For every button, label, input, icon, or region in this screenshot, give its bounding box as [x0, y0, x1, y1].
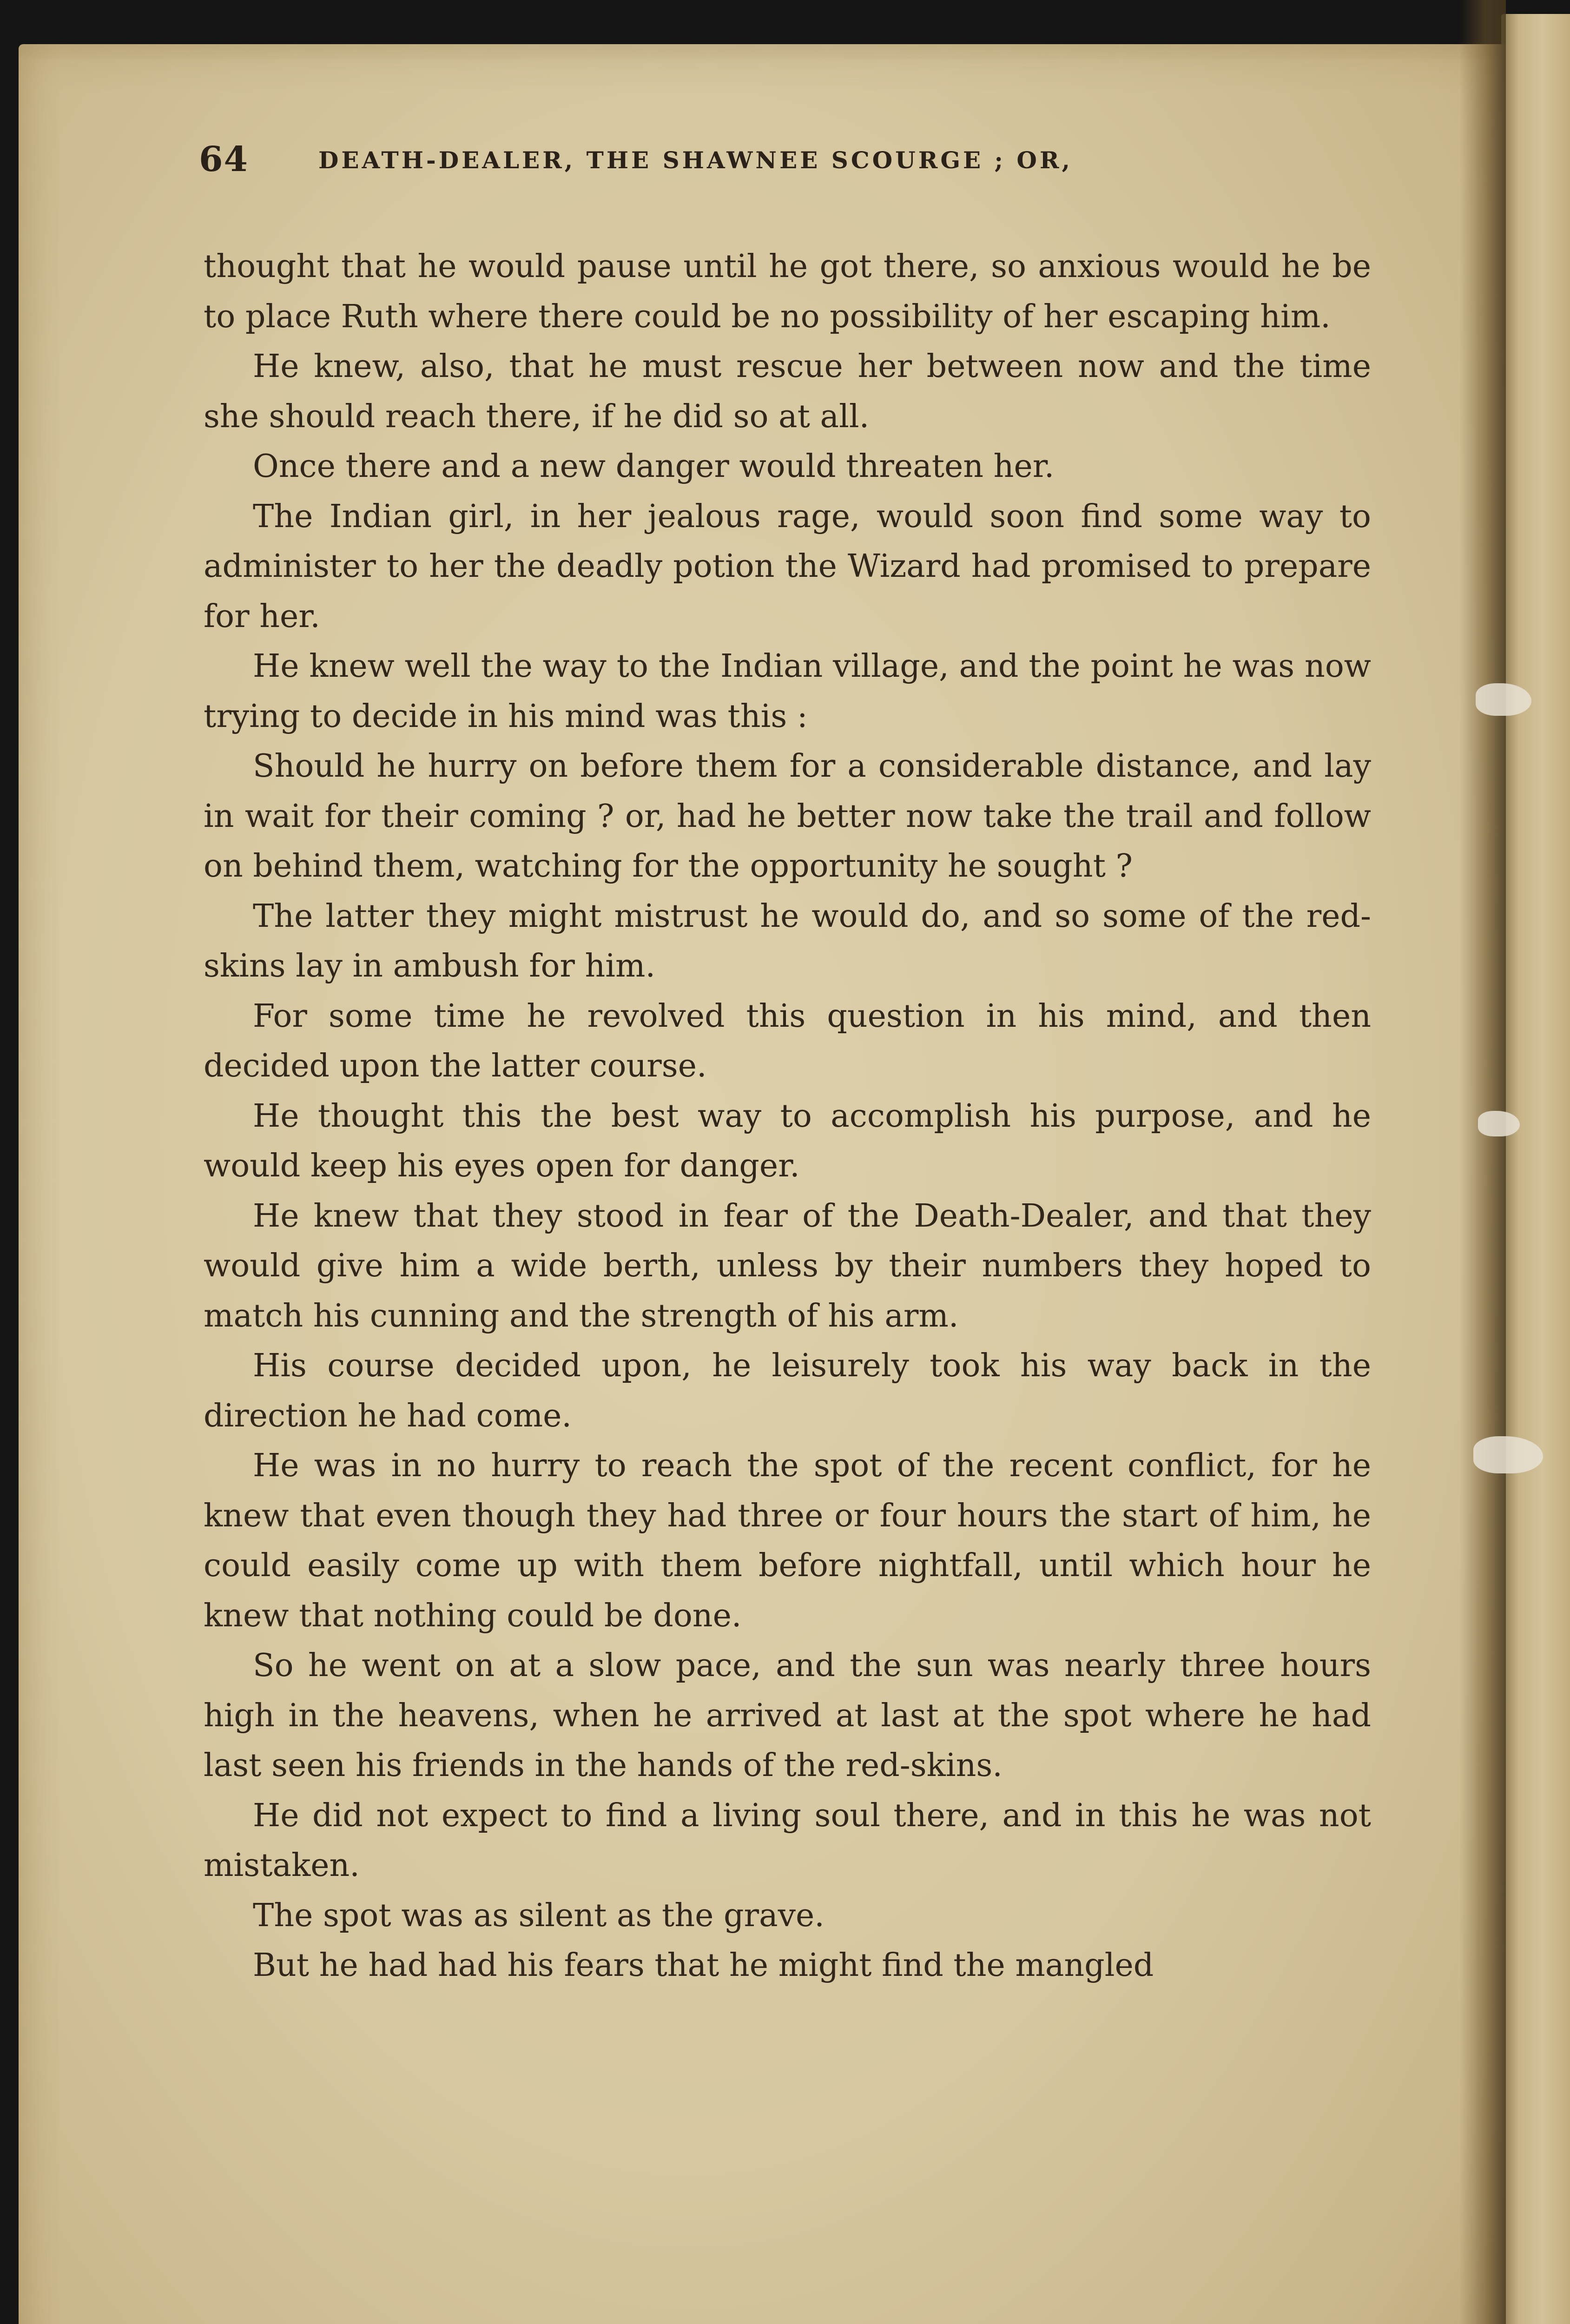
running-head	[199, 139, 1291, 179]
paragraph: The latter they might mistrust he would do, and so some of the red-skins lay in ambush for him.	[204, 898, 1371, 984]
paragraph: But he had had his fears that he might find the mangled	[253, 1947, 1154, 1984]
facing-page-edge	[1501, 14, 1570, 2324]
paragraph: He was in no hurry to reach the spot of the recent conflict, for he knew that even though they had three or four hours the start of him, he could easily come up with them before nightfall, until which hour he knew that nothing could be done.	[204, 1447, 1371, 1634]
paragraph: He knew well the way to the Indian village, and the point he was now trying to decide in his mind was this :	[204, 648, 1371, 735]
paragraph: Once there and a new danger would threaten her.	[253, 448, 1055, 485]
paragraph: Should he hurry on before them for a considerable distance, and lay in wait for their coming ? or, had he better now take the trail and follow on behind them, watching for the opportunity he sought ?	[204, 748, 1371, 885]
paragraph: His course decided upon, he leisurely took his way back in the direction he had come.	[204, 1347, 1371, 1434]
running-title: DEATH-DEALER, THE SHAWNEE SCOURGE ; OR,	[318, 146, 1073, 174]
paragraph: So he went on at a slow pace, and the sun was nearly three hours high in the heavens, when he arrived at last at the spot where he had last seen his friends in the hands of the red-skins.	[204, 1647, 1371, 1784]
paragraph: thought that he would pause until he got there, so anxious would he be to place Ruth where there could be no possibility of her escaping him.	[204, 248, 1371, 335]
paragraph: He did not expect to find a living soul there, and in this he was not mistaken.	[204, 1797, 1371, 1884]
paragraph: For some time he revolved this question in his mind, and then decided upon the latter course.	[204, 997, 1371, 1084]
binding-gutter	[1459, 0, 1506, 2324]
paragraph: He knew, also, that he must rescue her between now and the time she should reach there, if he did so at all.	[204, 348, 1371, 435]
page-number: 64	[199, 139, 249, 179]
paragraph: The Indian girl, in her jealous rage, would soon find some way to administer to her the deadly potion the Wizard had promised to prepare for her.	[204, 498, 1371, 635]
paragraph: The spot was as silent as the grave.	[253, 1897, 825, 1934]
body-text	[204, 242, 1371, 1991]
paragraph: He thought this the best way to accomplish his purpose, and he would keep his eyes open for danger.	[204, 1097, 1371, 1184]
paragraph: He knew that they stood in fear of the Death-Dealer, and that they would give him a wide berth, unless by their numbers they hoped to match his cunning and the strength of his arm.	[204, 1197, 1371, 1334]
